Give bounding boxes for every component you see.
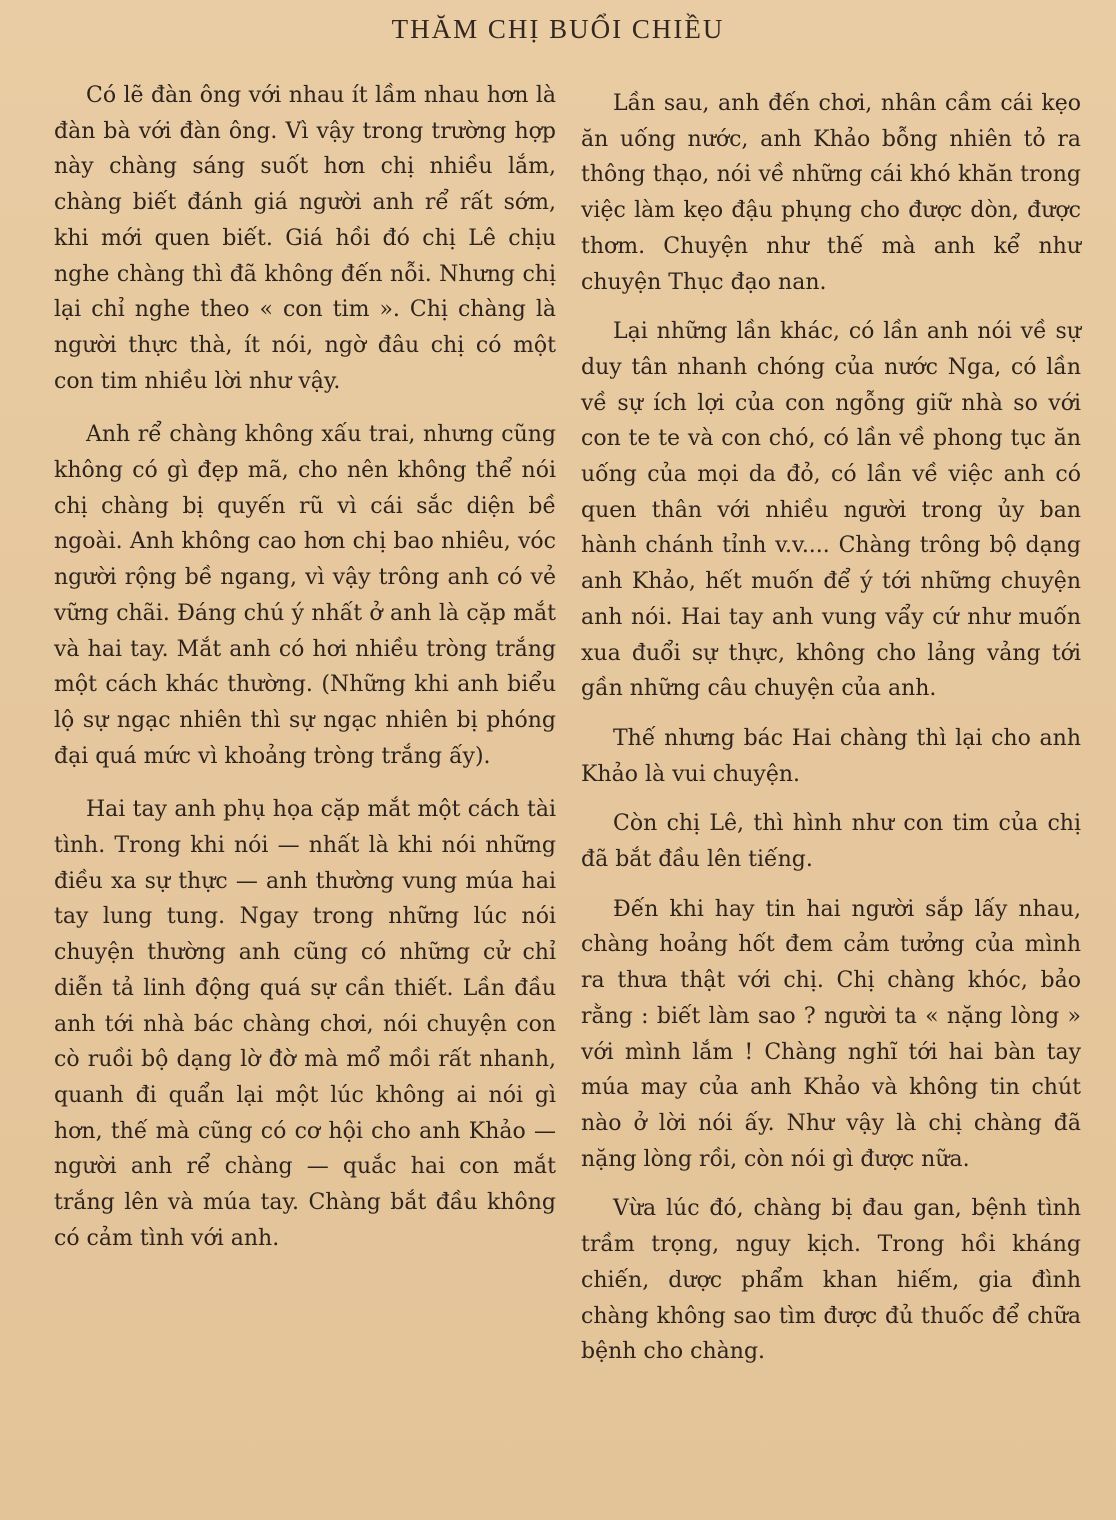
left-column — [54, 78, 556, 1257]
right-column — [581, 86, 1081, 1370]
paragraph: Vừa lúc đó, chàng bị đau gan, bệnh tình trầm trọng, nguy kịch. Trong hồi kháng chiến, dược phẩm khan hiếm, gia đình chàng không sao tìm được đủ thuốc để chữa bệnh cho chàng. — [581, 1196, 1081, 1365]
paragraph: Có lẽ đàn ông với nhau ít lầm nhau hơn là đàn bà với đàn ông. Vì vậy trong trường hợp này chàng sáng suốt hơn chị nhiều lắm, chàng biết đánh giá người anh rể rất sớm, khi mới quen biết. Giá hồi đó chị Lê chịu nghe chàng thì đã không đến nỗi. Nhưng chị lại chỉ nghe theo « con tim ». Chị chàng là người thực thà, ít nói, ngờ đâu chị có một con tim nhiều lời như vậy. — [54, 83, 556, 394]
paragraph: Còn chị Lê, thì hình như con tim của chị đã bắt đầu lên tiếng. — [581, 811, 1081, 873]
paragraph: Lần sau, anh đến chơi, nhân cầm cái kẹo ăn uống nước, anh Khảo bỗng nhiên tỏ ra thông thạo, nói về những cái khó khăn trong việc làm kẹo đậu phụng cho được dòn, được thơm. Chuyện như thế mà anh kể như chuyện Thục đạo nan. — [581, 91, 1081, 295]
paragraph: Thế nhưng bác Hai chàng thì lại cho anh Khảo là vui chuyện. — [581, 725, 1081, 787]
page-title: THĂM CHỊ BUỔI CHIỀU — [391, 14, 725, 44]
paragraph: Anh rể chàng không xấu trai, nhưng cũng không có gì đẹp mã, cho nên không thể nói chị chàng bị quyến rũ vì cái sắc diện bề ngoài. Anh không cao hơn chị bao nhiêu, vóc người rộng bề ngang, vì vậy trông anh có vẻ vững chãi. Đáng chú ý nhất ở anh là cặp mắt và hai tay. Mắt anh có hơi nhiều tròng trắng một cách khác thường. (Những khi anh biểu lộ sự ngạc nhiên thì sự ngạc nhiên bị phóng đại quá mức vì khoảng tròng trắng ấy). — [54, 422, 556, 769]
paragraph: Đến khi hay tin hai người sắp lấy nhau, chàng hoảng hốt đem cảm tưởng của mình ra thưa thật với chị. Chị chàng khóc, bảo rằng : biết làm sao ? người ta « nặng lòng » với mình lắm ! Chàng nghĩ tới hai bàn tay múa may của anh Khảo và không tin chút nào ở lời nói ấy. Như vậy là chị chàng đã nặng lòng rồi, còn nói gì được nữa. — [581, 896, 1081, 1172]
paragraph: Hai tay anh phụ họa cặp mắt một cách tài tình. Trong khi nói — nhất là khi nói những điều xa sự thực — anh thường vung múa hai tay lung tung. Ngay trong những lúc nói chuyện thường anh cũng có những cử chỉ diễn tả linh động quá sự cần thiết. Lần đầu anh tới nhà bác chàng chơi, nói chuyện con cò ruồi bộ dạng lờ đờ mà mổ mồi rất nhanh, quanh đi quẩn lại một lúc không ai nói gì hơn, thế mà cũng có cơ hội cho anh Khảo — người anh rể chàng — quắc hai con mắt trắng lên và múa tay. Chàng bắt đầu không có cảm tình với anh. — [54, 797, 556, 1251]
paragraph: Lại những lần khác, có lần anh nói về sự duy tân nhanh chóng của nước Nga, có lần về sự ích lợi của con ngỗng giữ nhà so với con te te và con chó, có lần về phong tục ăn uống của mọi da đỏ, có lần về việc anh có quen thân với nhiều người trong ủy ban hành chánh tỉnh v.v.... Chàng trông bộ dạng anh Khảo, hết muốn để ý tới những chuyện anh nói. Hai tay anh vung vẩy cứ như muốn xua đuổi sự thực, không cho lảng vảng tới gần những câu chuyện của anh. — [581, 319, 1081, 702]
